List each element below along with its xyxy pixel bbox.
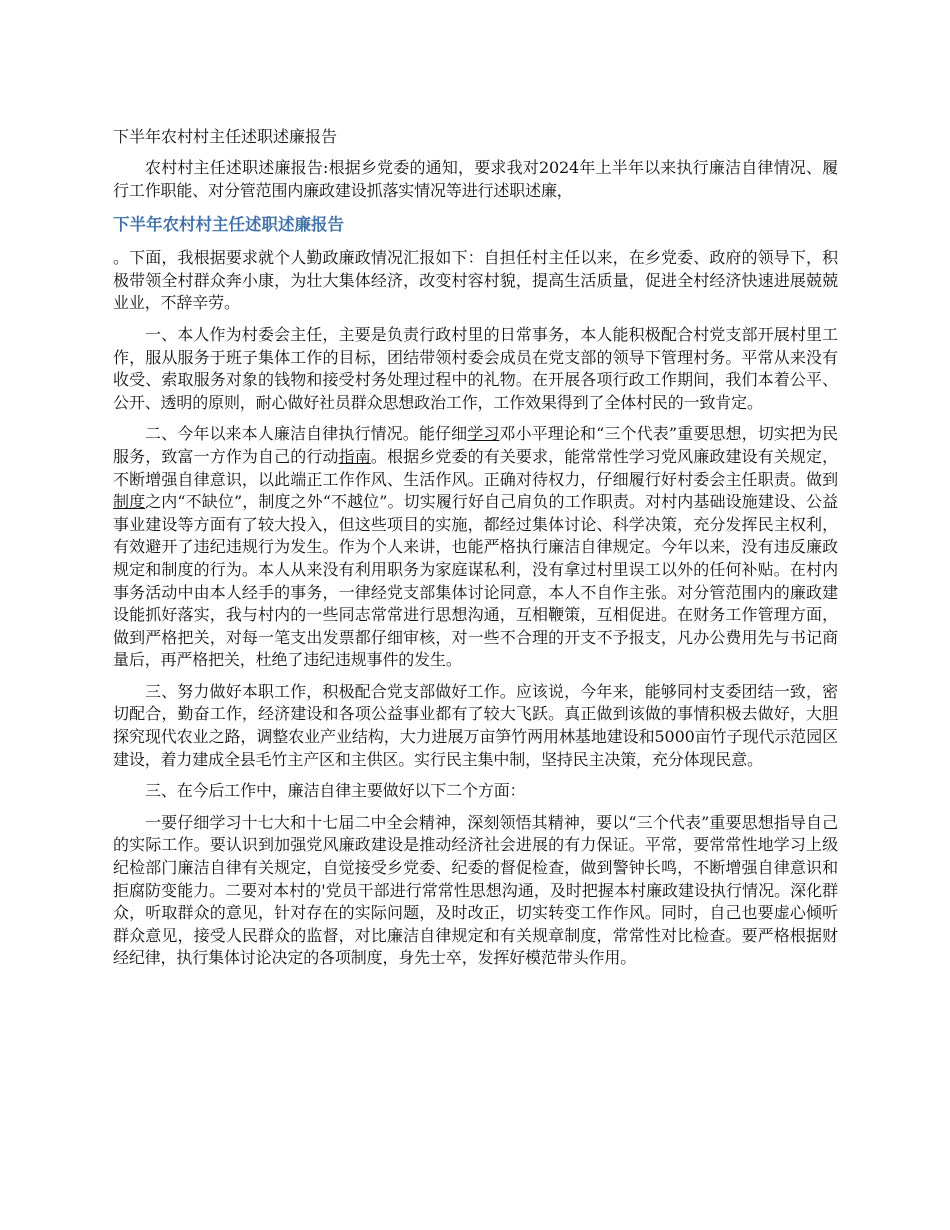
paragraph-self-discipline-2 [113, 423, 838, 672]
paragraph-report-opening: 。下面，我根据要求就个人勤政廉政情况汇报如下：自担任村主任以来，在乡党委、政府的领导下，积极带领全村群众奔小康，为壮大集体经济，改变村容村貌，提高生活质量，促进全村经济快速进展兢兢业业，不辞辛劳。 [113, 248, 838, 313]
text-segment: 。根据乡党委的有关要求，能常常性学习党风廉政建设有关规定，不断增强自律意识，以此端正工作作风、生活作风。正确对待权力，仔细履行好村委会主任职责。做到 [113, 446, 838, 489]
text-segment: 邓小平理论和“三个代表”重要思想，切实把为民服务，致富一方作为自己的行动 [113, 424, 838, 466]
paragraph-duty-1: 一、本人作为村委会主任，主要是负责行政村里的日常事务，本人能积极配合村党支部开展村里工作，服从服务于班子集体工作的目标，团结带领村委会成员在党支部的领导下管理村务。平常从来没有收受、索取服务对象的钱物和接受村务处理过程中的礼物。在开展各项行政工作期间，我们本着公平、公开、透明的原则，耐心做好社员群众思想政治工作，工作效果得到了全体村民的一致肯定。 [113, 324, 838, 412]
paragraph-future-3: 三、在今后工作中，廉洁自律主要做好以下二个方面： [145, 781, 526, 801]
link-study[interactable]: 学习 [467, 424, 500, 444]
document-title: 下半年农村村主任述职述廉报告 [113, 127, 338, 146]
text-segment: 之内“不缺位”，制度之外“不越位”。切实履行好自己肩负的工作职责。对村内基础设施建设、公益事业建设等方面有了较大投入，但这些项目的实施，都经过集体讨论、科学决策，充分发挥民主权利，有效避开了违纪违规行为发生。作为个人来讲，也能严格执行廉洁自律规定。今年以来，没有违反廉政规定和制度的行为。本人从来没有利用职务为家庭谋私利，没有拿过村里误工以外的任何补贴。在村内事务活动中由本人经手的事务，一律经党支部集体讨论同意，本人不自作主张。对分管范围内的廉政建设能抓好落实，我与村内的一些同志常常进行思想沟通，互相鞭策，互相促进。在财务工作管理方面，做到严格把关，对每一笔支出发票都仔细审核，对一些不合理的开支不予报支，凡办公费用先与书记商量后，再严格把关，杜绝了违纪违规事件的发生。 [113, 492, 838, 670]
link-system[interactable]: 制度 [113, 492, 146, 512]
paragraph-future-details: 一要仔细学习十七大和十七届二中全会精神，深刻领悟其精神，要以“三个代表”重要思想指导自己的实际工作。要认识到加强党风廉政建设是推动经济社会进展的有力保证。平常，要常常性地学习上级纪检部门廉洁自律有关规定，自觉接受乡党委、纪委的督促检查，做到警钟长鸣，不断增强自律意识和拒腐防变能力。二要对本村的'党员干部进行常常性思想沟通，及时把握本村廉政建设执行情况。深化群众，听取群众的意见，针对存在的实际问题，及时改正，切实转变工作作风。同时，自己也要虚心倾听群众意见，接受人民群众的监督，对比廉洁自律规定和有关规章制度，常常性对比检查。要严格根据财经纪律，执行集体讨论决定的各项制度，身先士卒，发挥好模范带头作用。 [113, 812, 838, 968]
document-page [113, 124, 838, 979]
section-heading: 下半年农村村主任述职述廉报告 [113, 215, 344, 235]
intro-paragraph: 农村村主任述职述廉报告:根据乡党委的通知，要求我对2024年上半年以来执行廉洁自律情况、履行工作职能、对分管范围内廉政建设抓落实情况等进行述职述廉， [113, 158, 838, 200]
link-guide[interactable]: 指南 [338, 446, 371, 466]
text-segment: 二、今年以来本人廉洁自律执行情况。能仔细 [145, 424, 468, 444]
paragraph-work-3: 三、努力做好本职工作，积极配合党支部做好工作。应该说，今年来，能够同村支委团结一致，密切配合，勤奋工作，经济建设和各项公益事业都有了较大飞跃。真正做到该做的事情积极去做好，大胆探究现代农业之路，调整农业产业结构，大力进展万亩笋竹两用林基地建设和5000亩竹子现代示范园区建设，着力建成全县毛竹主产区和主供区。实行民主集中制，坚持民主决策，充分体现民意。 [113, 681, 838, 769]
